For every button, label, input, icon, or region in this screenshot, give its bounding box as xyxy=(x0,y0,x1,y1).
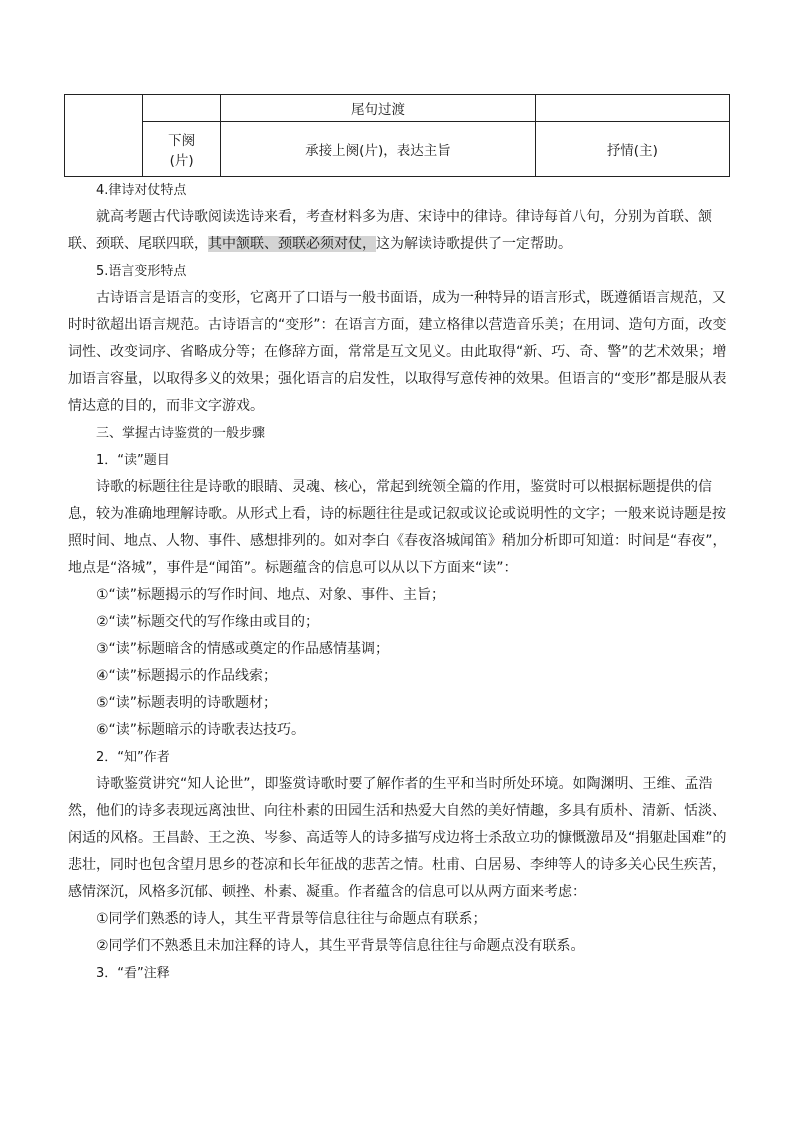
list-item: ③“读”标题暗含的情感或奠定的作品感情基调； xyxy=(96,641,390,657)
table-cell: 抒情(主) xyxy=(535,122,729,177)
list-item: ④“读”标题揭示的作品线索； xyxy=(96,668,278,684)
document-body xyxy=(68,177,728,987)
list-item: ⑥“读”标题暗示的诗歌表达技巧。 xyxy=(96,722,306,738)
section-heading: 5.语言变形特点 xyxy=(96,264,187,279)
paragraph: 古诗语言是语言的变形，它离开了口语与一般书面语，成为一种特异的语言形式，既遵循语言规范，又时时欲超出语言规范。古诗语言的“变形”：在语言方面，建立格律以营造音乐美；在用词、造句方面，改变词性、改变词序、省略成分等；在修辞方面，常常是互文见义。由此取得“新、巧、奇、警”的艺术效果；增加语言容量，以取得多义的效果；强化语言的启发性，以取得写意传神的效果。但语言的“变形”都是服从表情达意的目的，而非文字游戏。 xyxy=(68,290,727,414)
table-cell: 承接上阕(片)，表达主旨 xyxy=(221,122,535,177)
sub-heading: 3．“看”注释 xyxy=(96,966,170,981)
highlighted-text: 其中颔联、颈联必须对仗， xyxy=(208,236,376,252)
text-span: 就高考题古代诗歌阅读选诗来看，考查材料多为唐、宋诗中的律诗。律诗每首八句，分别为首联、颔联、颈联、尾联四联， xyxy=(68,209,712,252)
table-cell-line: 下阕 xyxy=(168,133,196,149)
paragraph xyxy=(68,204,728,258)
list-item: ⑤“读”标题表明的诗歌题材； xyxy=(96,695,278,711)
paragraph: 诗歌的标题往往是诗歌的眼睛、灵魂、核心，常起到统领全篇的作用，鉴赏时可以根据标题提供的信息，较为准确地理解诗歌。从形式上看，诗的标题往往是或记叙或议论或说明性的文字；一般来说诗题是按照时间、地点、人物、事件、感想排列的。如对李白《春夜洛城闻笛》稍加分析即可知道：时间是“春夜”，地点是“洛城”，事件是“闻笛”。标题蕴含的信息可以从以下方面来“读”： xyxy=(68,479,727,576)
list-item: ②同学们不熟悉且未加注释的诗人，其生平背景等信息往往与命题点没有联系。 xyxy=(96,938,585,954)
paragraph: 诗歌鉴赏讲究“知人论世”，即鉴赏诗歌时要了解作者的生平和当时所处环境。如陶渊明、王维、孟浩然，他们的诗多表现远离浊世、向往朴素的田园生活和热爱大自然的美好情趣，多具有质朴、清新、恬淡、闲适的风格。王昌龄、王之涣、岑参、高适等人的诗多描写戍边将士杀敌立功的慷慨激昂及“捐躯赴国难”的悲壮，同时也包含望月思乡的苍凉和长年征战的悲苦之情。杜甫、白居易、李绅等人的诗多关心民生疾苦，感情深沉，风格多沉郁、顿挫、朴素、凝重。作者蕴含的信息可以从两方面来考虑： xyxy=(68,776,727,900)
sub-heading: 2．“知”作者 xyxy=(96,750,170,765)
structure-table xyxy=(64,94,730,177)
table-cell-empty xyxy=(535,95,729,122)
section-heading: 三、掌握古诗鉴赏的一般步骤 xyxy=(96,426,266,441)
table-row xyxy=(65,122,730,177)
table-cell-empty xyxy=(65,95,143,177)
list-item: ①“读”标题揭示的写作时间、地点、对象、事件、主旨； xyxy=(96,587,446,603)
table-cell-empty xyxy=(143,95,221,122)
list-item: ①同学们熟悉的诗人，其生平背景等信息往往与命题点有联系； xyxy=(96,911,487,927)
table-cell: 尾句过渡 xyxy=(221,95,535,122)
table-cell-line: (片) xyxy=(169,153,194,169)
section-heading: 4.律诗对仗特点 xyxy=(96,183,187,198)
sub-heading: 1．“读”题目 xyxy=(96,453,170,468)
text-span: 这为解读诗歌提供了一定帮助。 xyxy=(376,236,572,252)
list-item: ②“读”标题交代的写作缘由或目的； xyxy=(96,614,320,630)
table-cell xyxy=(143,122,221,177)
table-row xyxy=(65,95,730,122)
